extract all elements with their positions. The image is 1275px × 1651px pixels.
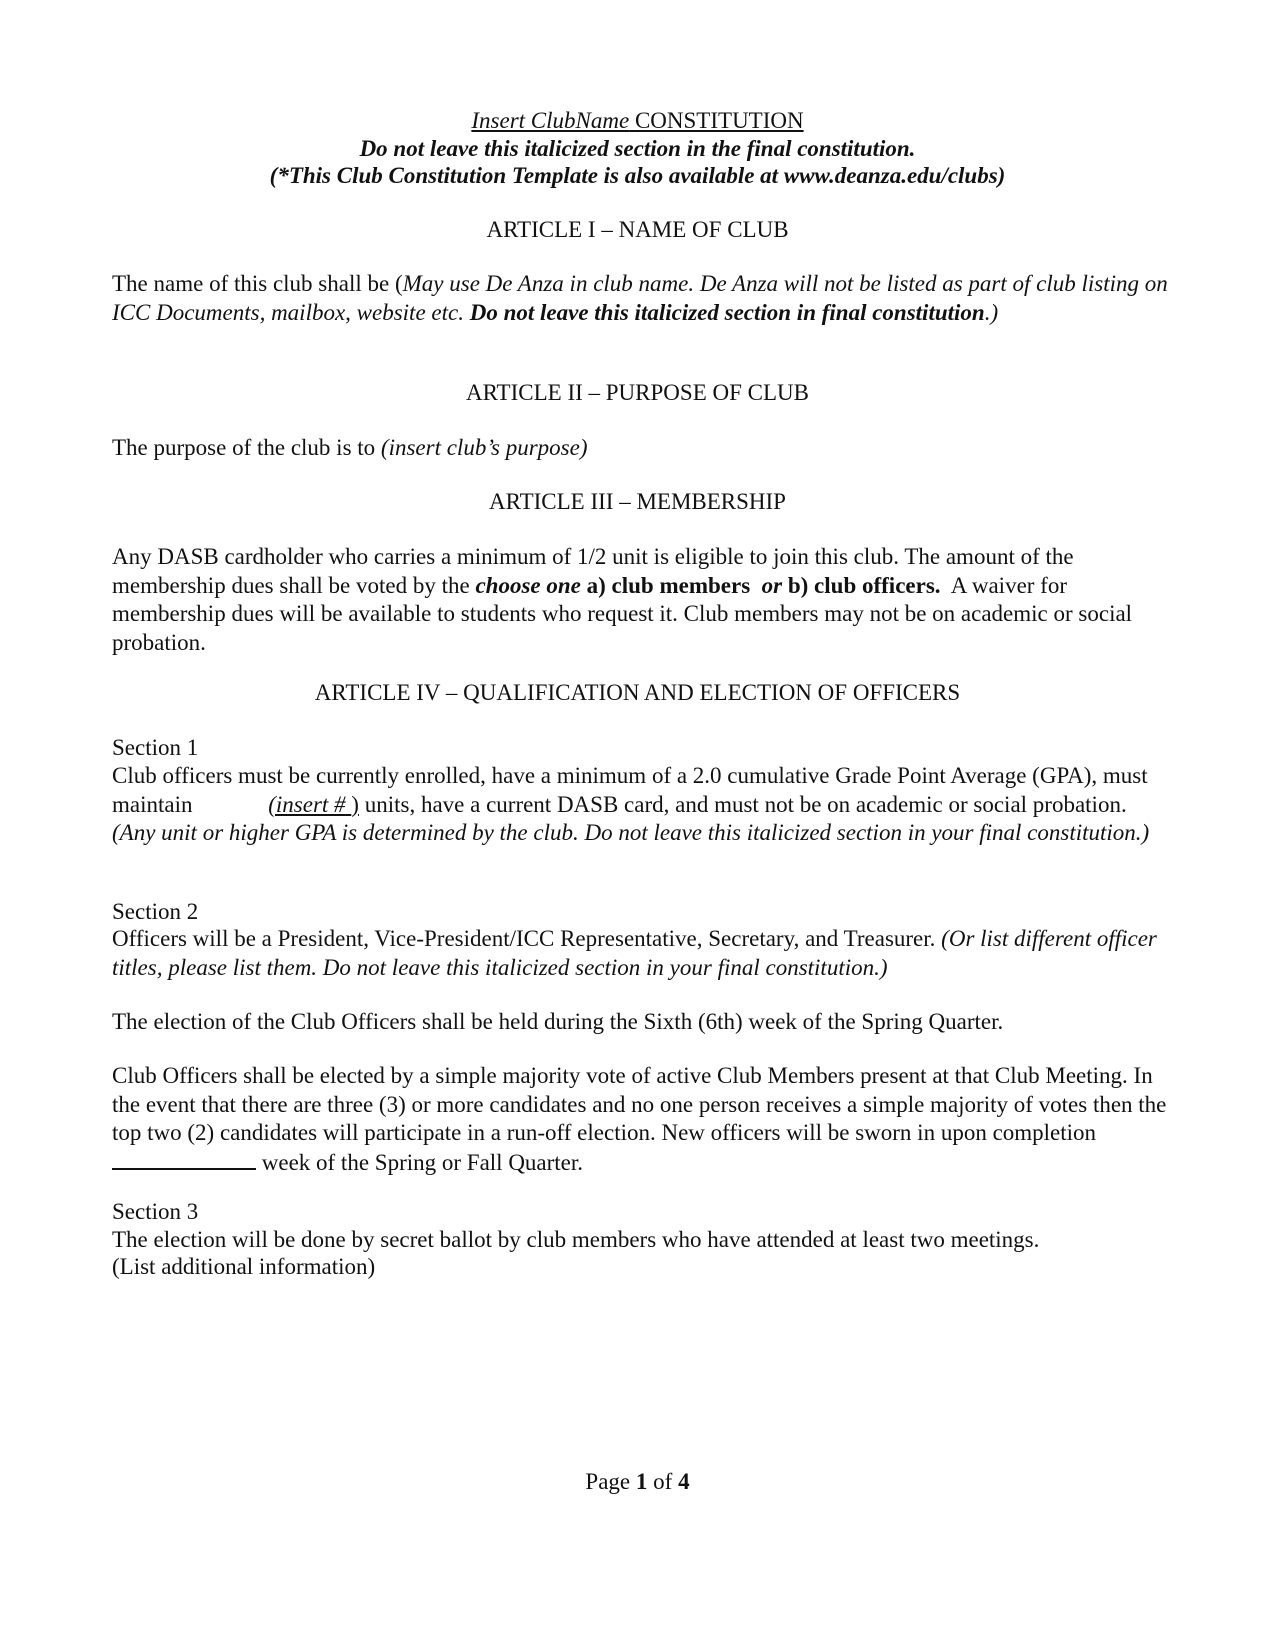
section-3-label: Section 3: [112, 1199, 199, 1224]
page-number: [0, 1468, 1275, 1497]
section-3-extra: (List additional information): [112, 1254, 376, 1279]
page-word: Page: [585, 1469, 631, 1494]
election-timing-text: The election of the Club Officers shall be held during the Sixth (6th) week of the Spring Quarter.: [112, 1009, 1004, 1034]
article-2-text-start: The purpose of the club is to: [112, 435, 376, 460]
section-1-label: Section 1: [112, 735, 199, 760]
section-3-text: The election will be done by secret ballot by club members who have attended at least two meetings.: [112, 1227, 1040, 1252]
title-club-name: Insert ClubName: [471, 108, 630, 133]
article-3-opt-b: b) club officers.: [787, 572, 941, 598]
section-1-insert-blank: [198, 792, 359, 817]
section-1-text-start: Club officers must be currently enrolled, have a minimum of a 2.0 cumulative Grade Point Average (GPA), must maintain: [112, 763, 1148, 817]
page-of-word: of: [653, 1469, 673, 1494]
article-3-text-end: A waiver for membership dues will be available to students who request it. Club members may not be on academic or social probation.: [112, 572, 1133, 655]
article-1-text-bold: Do not leave this italicized section in final constitution: [469, 299, 985, 325]
section-2-text: [112, 925, 1172, 982]
article-3-choose: choose one: [475, 572, 581, 598]
article-3-heading: ARTICLE III – MEMBERSHIP: [489, 489, 786, 514]
article-2-text: [112, 434, 1172, 463]
article-1-heading: ARTICLE I – NAME OF CLUB: [486, 217, 789, 242]
section-1-insert-close: ): [351, 791, 359, 817]
section-1-text-mid: units, have a current DASB card, and must not be on academic or social probation.: [364, 791, 1127, 817]
article-1-text-end: .): [984, 299, 999, 325]
section-2-label: Section 2: [112, 899, 199, 924]
section-1-text-italic: (Any unit or higher GPA is determined by the club. Do not leave this italicized section in your final constitution.): [112, 820, 1150, 845]
completion-week-blank: [112, 1148, 256, 1170]
template-note: Do not leave this italicized section in the final constitution.: [359, 136, 916, 161]
section-2-text-italic: (Or list different officer titles, please list them. Do not leave this italicized section in your final constitution.): [112, 926, 1157, 980]
majority-vote-text: [112, 1062, 1172, 1177]
article-3-or: or: [761, 572, 783, 598]
title-constitution: CONSTITUTION: [634, 108, 804, 133]
document-title: [0, 107, 1275, 136]
article-4-heading: ARTICLE IV – QUALIFICATION AND ELECTION OF OFFICERS: [314, 680, 961, 705]
template-availability: (*This Club Constitution Template is also available at www.deanza.edu/clubs): [269, 163, 1006, 188]
article-2-text-italic: (insert club’s purpose): [380, 435, 588, 460]
article-3-text-start: Any DASB cardholder who carries a minimum of 1/2 unit is eligible to join this club. The amount of the membership dues shall be voted by the: [112, 544, 1074, 598]
article-3-text: [112, 543, 1172, 657]
majority-vote-start: Club Officers shall be elected by a simple majority vote of active Club Members present at that Club Meeting. In the event that there are three (3) or more candidates and no one person receives a simple majority of votes then the top two (2) candidates will participate in a run-off election. New officers will be sworn in upon completion: [112, 1063, 1167, 1145]
section-2-text-start: Officers will be a President, Vice-President/ICC Representative, Secretary, and Treasurer.: [112, 926, 936, 951]
page-current: 1: [635, 1469, 648, 1494]
article-1-text: [112, 270, 1172, 327]
article-2-heading: ARTICLE II – PURPOSE OF CLUB: [465, 380, 809, 405]
majority-vote-end: week of the Spring or Fall Quarter.: [261, 1149, 584, 1175]
section-1-insert: (insert #: [268, 791, 346, 817]
article-1-text-start: The name of this club shall be (: [112, 271, 403, 296]
page-total: 4: [678, 1469, 690, 1494]
section-1-text: [112, 762, 1172, 848]
article-1-text-italic: May use De Anza in club name. De Anza will not be listed as part of club listing on ICC Documents, mailbox, website etc.: [112, 271, 1168, 325]
article-3-opt-a: a) club members: [586, 572, 751, 598]
